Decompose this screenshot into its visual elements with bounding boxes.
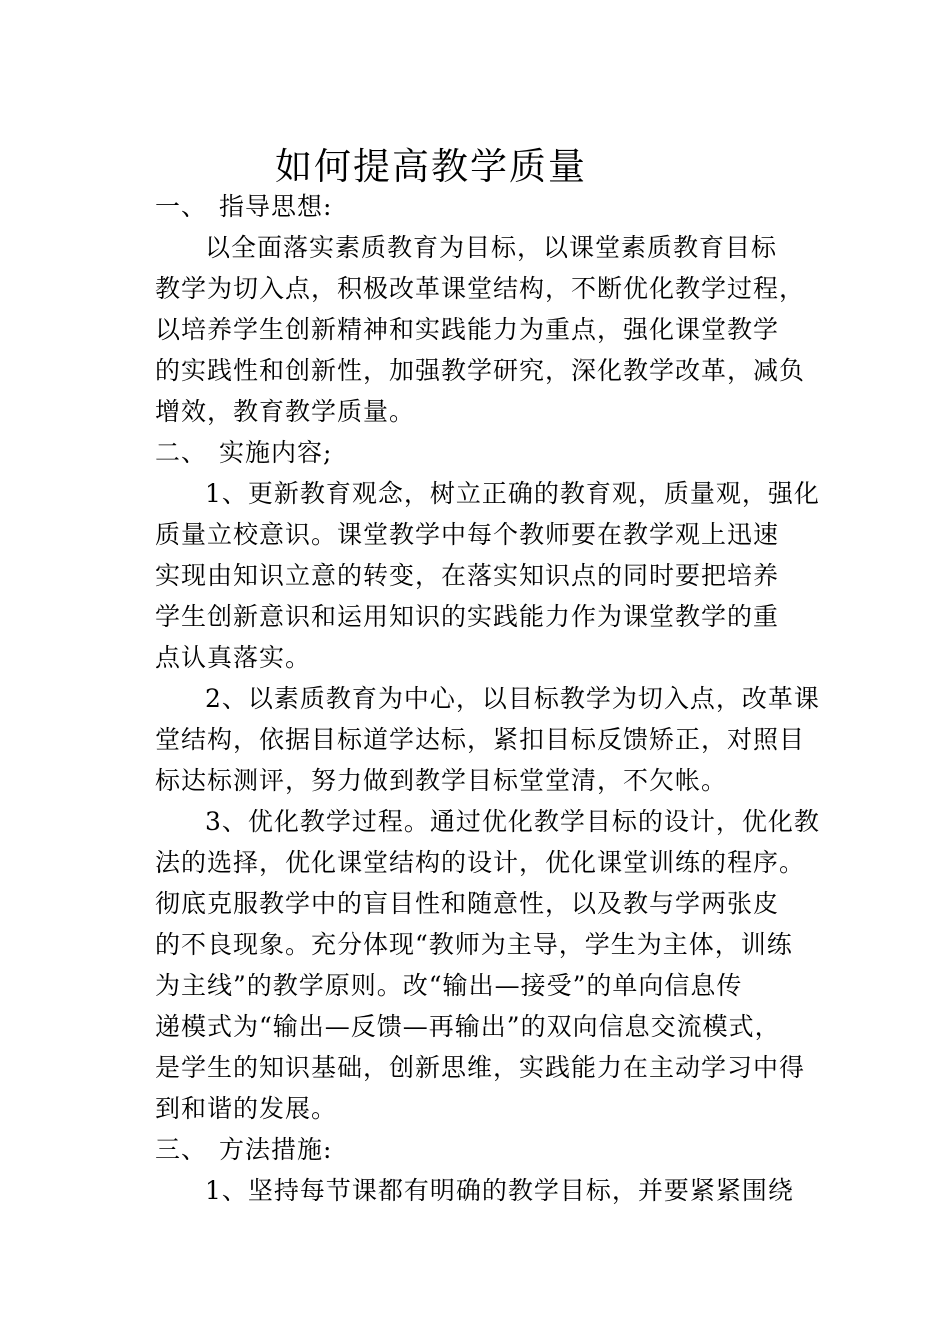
paragraph-line: 标达标测评，努力做到教学目标堂堂清，不欠帐。 — [155, 766, 728, 795]
paragraph-line: 增效，教育教学质量。 — [155, 397, 416, 426]
paragraph-line: 递模式为“输出—反馈—再输出”的双向信息交流模式， — [155, 1012, 781, 1041]
section-heading-3 — [155, 1130, 332, 1166]
paragraph-line: 的实践性和创新性，加强教学研究，深化教学改革，减负 — [155, 356, 806, 385]
section-number: 三、 — [155, 1135, 208, 1164]
paragraph-line: 3、优化教学过程。通过优化教学目标的设计，优化教 — [205, 807, 820, 836]
paragraph-line: 1、坚持每节课都有明确的教学目标，并要紧紧围绕 — [205, 1176, 794, 1205]
paragraph-line: 法的选择，优化课堂结构的设计，优化课堂训练的程序。 — [155, 848, 806, 877]
section-heading-1 — [155, 187, 332, 223]
paragraph-line: 2、以素质教育为中心，以目标教学为切入点，改革课 — [205, 684, 820, 713]
section-number: 二、 — [155, 438, 208, 467]
document-title: 如何提高教学质量 — [275, 145, 587, 188]
paragraph-line: 实现由知识立意的转变，在落实知识点的同时要把培养 — [155, 561, 780, 590]
paragraph-line: 以培养学生创新精神和实践能力为重点，强化课堂教学 — [155, 315, 780, 344]
paragraph-line: 质量立校意识。课堂教学中每个教师要在教学观上迅速 — [155, 520, 780, 549]
paragraph-line: 到和谐的发展。 — [155, 1094, 338, 1123]
paragraph-line: 堂结构，依据目标道学达标，紧扣目标反馈矫正，对照目 — [155, 725, 806, 754]
paragraph-line: 彻底克服教学中的盲目性和随意性，以及教与学两张皮 — [155, 889, 780, 918]
paragraph-line: 点认真落实。 — [155, 643, 312, 672]
section-number: 一、 — [155, 192, 208, 221]
section-heading-text: 指导思想: — [219, 192, 333, 221]
section-heading-text: 实施内容; — [219, 438, 333, 467]
section-heading-2 — [155, 433, 332, 469]
paragraph-line: 的不良现象。充分体现“教师为主导，学生为主体，训练 — [155, 930, 793, 959]
paragraph-line: 以全面落实素质教育为目标，以课堂素质教育目标 — [205, 233, 778, 262]
paragraph-line: 是学生的知识基础，创新思维，实践能力在主动学习中得 — [155, 1053, 806, 1082]
paragraph-line: 学生创新意识和运用知识的实践能力作为课堂教学的重 — [155, 602, 780, 631]
paragraph-line: 1、更新教育观念，树立正确的教育观，质量观，强化 — [205, 479, 820, 508]
section-heading-text: 方法措施: — [219, 1135, 333, 1164]
paragraph-line: 为主线”的教学原则。改“输出—接受”的单向信息传 — [155, 971, 743, 1000]
paragraph-line: 教学为切入点，积极改革课堂结构，不断优化教学过程， — [155, 274, 806, 303]
